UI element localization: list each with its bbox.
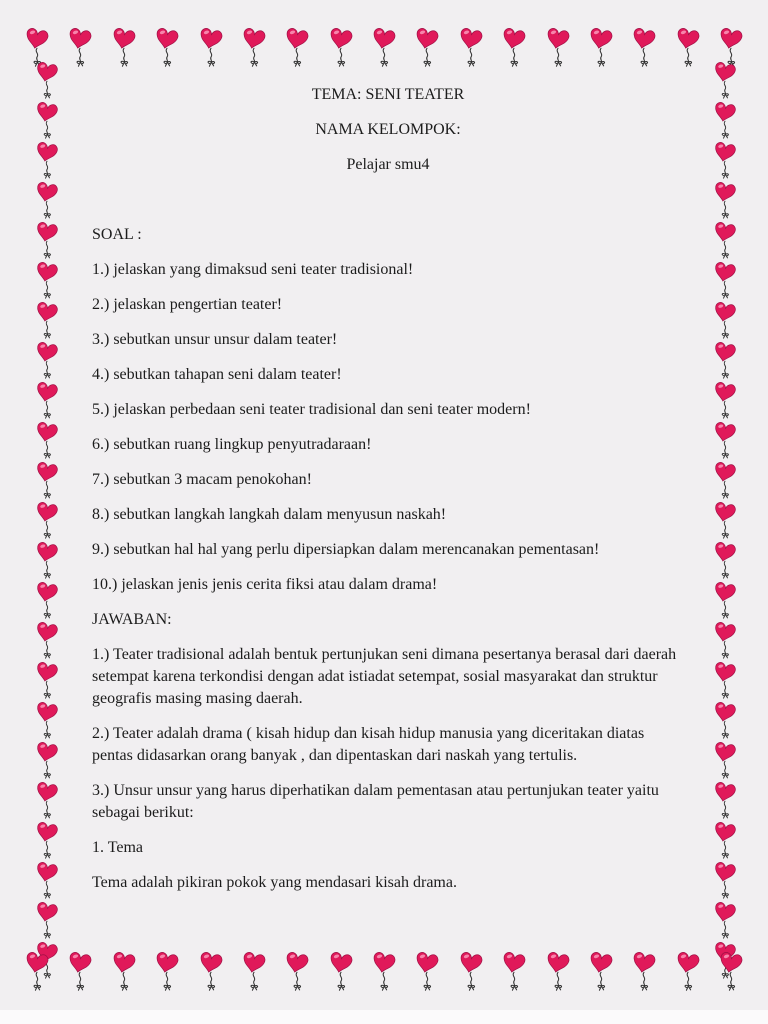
question-item: 8.) sebutkan langkah langkah dalam menyusun naskah! bbox=[92, 506, 447, 523]
question-item: 4.) sebutkan tahapan seni dalam teater! bbox=[92, 366, 342, 383]
heart-balloon-icon bbox=[32, 340, 62, 380]
heart-balloon-icon bbox=[32, 780, 62, 820]
heart-balloon-icon bbox=[32, 740, 62, 780]
page-title: TEMA: SENI TEATER bbox=[311, 86, 465, 103]
heart-balloon-icon bbox=[22, 948, 52, 994]
heart-balloon-icon bbox=[282, 948, 312, 994]
heart-balloon-icon bbox=[710, 340, 740, 380]
heart-balloon-icon bbox=[673, 24, 703, 70]
heart-balloon-icon bbox=[543, 948, 573, 994]
heart-balloon-icon bbox=[673, 948, 703, 994]
heart-balloon-icon bbox=[196, 24, 226, 70]
heart-balloon-icon bbox=[109, 24, 139, 70]
answer-paragraph: 1.) Teater tradisional adalah bentuk pertunjukan seni dimana pesertanya berasal dari daerah setempat karena terkondisi dengan adat istiadat setempat, sosial masyarakat dan struktur geografis masing masing daerah. bbox=[92, 646, 677, 707]
soal-heading: SOAL : bbox=[92, 226, 142, 243]
heart-balloon-icon bbox=[32, 420, 62, 460]
heart-balloon-icon bbox=[710, 100, 740, 140]
heart-balloon-icon bbox=[710, 380, 740, 420]
heart-balloon-icon bbox=[32, 620, 62, 660]
answer-paragraph: 3.) Unsur unsur yang harus diperhatikan dalam pementasan atau pertunjukan teater yaitu sebagai berikut: bbox=[92, 782, 659, 821]
heart-balloon-icon bbox=[32, 100, 62, 140]
question-list bbox=[92, 259, 684, 596]
heart-balloon-icon bbox=[710, 700, 740, 740]
heart-balloon-icon bbox=[629, 24, 659, 70]
question-item: 10.) jelaskan jenis jenis cerita fiksi atau dalam drama! bbox=[92, 576, 438, 593]
heart-balloon-icon bbox=[710, 60, 740, 100]
heart-balloon-icon bbox=[326, 948, 356, 994]
heart-balloon-icon bbox=[196, 948, 226, 994]
page-bottom-edge bbox=[0, 1010, 768, 1024]
heart-balloon-icon bbox=[239, 24, 269, 70]
heart-balloon-icon bbox=[32, 380, 62, 420]
heart-balloon-icon bbox=[239, 948, 269, 994]
heart-balloon-icon bbox=[499, 948, 529, 994]
answer-paragraph: Tema adalah pikiran pokok yang mendasari kisah drama. bbox=[92, 874, 457, 891]
heart-balloon-icon bbox=[710, 220, 740, 260]
heart-balloon-icon bbox=[326, 24, 356, 70]
question-item: 2.) jelaskan pengertian teater! bbox=[92, 296, 283, 313]
heart-balloon-icon bbox=[710, 140, 740, 180]
heart-border-top bbox=[22, 24, 746, 70]
heart-balloon-icon bbox=[710, 180, 740, 220]
heart-balloon-icon bbox=[32, 900, 62, 940]
heart-balloon-icon bbox=[32, 220, 62, 260]
heart-border-right bbox=[710, 60, 740, 980]
heart-balloon-icon bbox=[152, 948, 182, 994]
group-label: NAMA KELOMPOK: bbox=[315, 121, 461, 138]
heart-balloon-icon bbox=[32, 820, 62, 860]
heart-balloon-icon bbox=[710, 620, 740, 660]
heart-balloon-icon bbox=[32, 180, 62, 220]
heart-balloon-icon bbox=[282, 24, 312, 70]
jawaban-heading: JAWABAN: bbox=[92, 611, 172, 628]
heart-balloon-icon bbox=[32, 700, 62, 740]
heart-balloon-icon bbox=[32, 60, 62, 100]
heart-balloon-icon bbox=[716, 948, 746, 994]
heart-balloon-icon bbox=[710, 780, 740, 820]
heart-balloon-icon bbox=[456, 948, 486, 994]
heart-balloon-icon bbox=[710, 540, 740, 580]
heart-balloon-icon bbox=[65, 948, 95, 994]
heart-border-bottom bbox=[22, 948, 746, 994]
heart-balloon-icon bbox=[710, 300, 740, 340]
heart-balloon-icon bbox=[499, 24, 529, 70]
heart-balloon-icon bbox=[710, 820, 740, 860]
heart-balloon-icon bbox=[32, 660, 62, 700]
heart-balloon-icon bbox=[710, 460, 740, 500]
answer-paragraph: 2.) Teater adalah drama ( kisah hidup dan kisah hidup manusia yang diceritakan diatas pentas didasarkan orang banyak , dan dipentaskan dari naskah yang tertulis. bbox=[92, 725, 645, 764]
heart-balloon-icon bbox=[710, 860, 740, 900]
heart-balloon-icon bbox=[152, 24, 182, 70]
heart-border-left bbox=[32, 60, 62, 980]
heart-balloon-icon bbox=[32, 580, 62, 620]
question-item: 7.) sebutkan 3 macam penokohan! bbox=[92, 471, 312, 488]
heart-balloon-icon bbox=[369, 948, 399, 994]
heart-balloon-icon bbox=[710, 260, 740, 300]
heart-balloon-icon bbox=[456, 24, 486, 70]
heart-balloon-icon bbox=[629, 948, 659, 994]
question-item: 1.) jelaskan yang dimaksud seni teater tradisional! bbox=[92, 261, 414, 278]
heart-balloon-icon bbox=[32, 540, 62, 580]
heart-balloon-icon bbox=[710, 500, 740, 540]
heart-balloon-icon bbox=[32, 260, 62, 300]
heart-balloon-icon bbox=[32, 140, 62, 180]
heart-balloon-icon bbox=[32, 500, 62, 540]
heart-balloon-icon bbox=[412, 948, 442, 994]
heart-balloon-icon bbox=[32, 460, 62, 500]
question-item: 3.) sebutkan unsur unsur dalam teater! bbox=[92, 331, 338, 348]
heart-balloon-icon bbox=[543, 24, 573, 70]
heart-balloon-icon bbox=[32, 300, 62, 340]
heart-balloon-icon bbox=[65, 24, 95, 70]
heart-balloon-icon bbox=[710, 580, 740, 620]
heart-balloon-icon bbox=[710, 900, 740, 940]
question-item: 9.) sebutkan hal hal yang perlu dipersiapkan dalam merencanakan pementasan! bbox=[92, 541, 600, 558]
question-item: 5.) jelaskan perbedaan seni teater tradisional dan seni teater modern! bbox=[92, 401, 531, 418]
heart-balloon-icon bbox=[586, 24, 616, 70]
answer-paragraph: 1. Tema bbox=[92, 839, 144, 856]
question-item: 6.) sebutkan ruang lingkup penyutradaraan! bbox=[92, 436, 372, 453]
heart-balloon-icon bbox=[586, 948, 616, 994]
document-content bbox=[92, 84, 684, 907]
heart-balloon-icon bbox=[369, 24, 399, 70]
answer-list bbox=[92, 644, 684, 894]
heart-balloon-icon bbox=[710, 420, 740, 460]
heart-balloon-icon bbox=[710, 660, 740, 700]
heart-balloon-icon bbox=[32, 860, 62, 900]
heart-balloon-icon bbox=[710, 740, 740, 780]
heart-balloon-icon bbox=[412, 24, 442, 70]
heart-balloon-icon bbox=[109, 948, 139, 994]
group-name: Pelajar smu4 bbox=[346, 156, 430, 173]
